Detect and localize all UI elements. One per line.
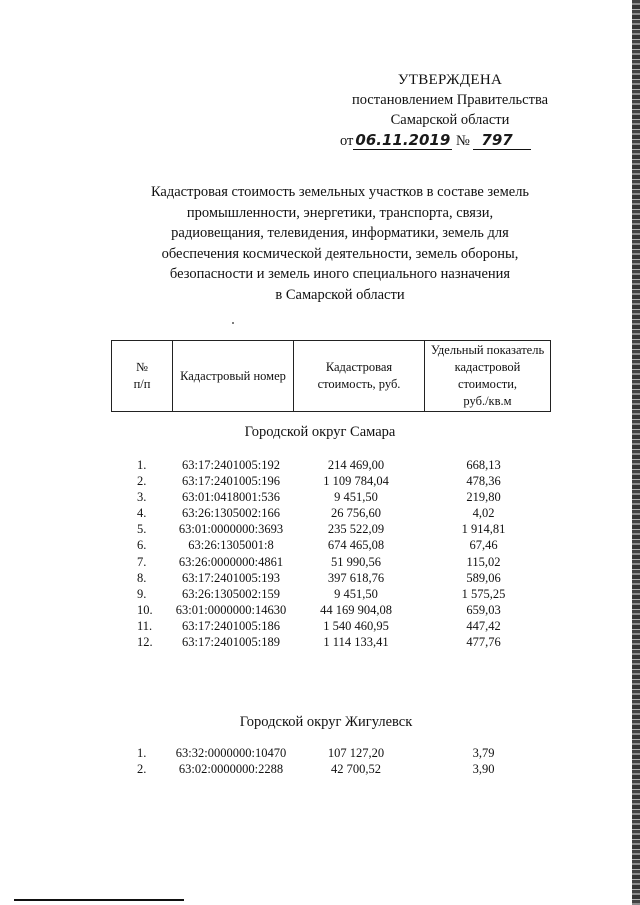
specific-indicator: 659,03	[466, 602, 501, 617]
approval-title: УТВЕРЖДЕНА	[397, 72, 503, 88]
table-row	[111, 586, 546, 602]
cadastral-cost: 107 127,20	[327, 746, 385, 760]
cadastral-number: 63:01:0418001:536	[182, 490, 280, 505]
specific-indicator: 67,46	[469, 538, 498, 553]
section-rows-samara	[111, 457, 546, 650]
cadastral-cost: 214 469,00	[327, 458, 385, 472]
row-number: 10.	[137, 602, 153, 617]
cadastral-number: 63:17:2401005:196	[182, 474, 280, 489]
table-row	[111, 745, 546, 761]
scan-speck	[232, 322, 234, 324]
cadastral-number: 63:26:1305002:166	[182, 506, 280, 521]
heading-line: радиовещания, телевидения, информатики, земель для	[171, 225, 509, 241]
cadastral-cost: 1 109 784,04	[323, 474, 389, 489]
table-row	[111, 457, 546, 473]
specific-indicator: 447,42	[466, 618, 501, 633]
table-row	[111, 537, 546, 553]
cadastral-number: 63:26:1305002:159	[182, 586, 280, 601]
section-title: Городской округ Жигулевск	[239, 714, 413, 730]
approval-date-line	[340, 130, 570, 151]
cadastral-cost: 235 522,09	[327, 522, 385, 537]
cadastral-number: 63:17:2401005:189	[182, 635, 280, 650]
document-heading	[120, 182, 560, 305]
specific-indicator: 478,36	[466, 474, 501, 489]
row-number: 2.	[137, 474, 147, 489]
header-col-cadastral-number: Кадастровый номер	[173, 341, 294, 412]
cadastral-cost: 397 618,76	[327, 570, 385, 585]
handwritten-date: 06.11.2019	[355, 131, 451, 149]
row-number: 6.	[137, 538, 147, 553]
row-number: 2.	[137, 762, 147, 777]
heading-line: в Самарской области	[275, 286, 405, 303]
row-number: 4.	[137, 506, 147, 521]
header-col-cadastral-cost: Кадастровая стоимость, руб.	[294, 341, 425, 412]
heading-line: Кадастровая стоимость земельных участков в составе земель	[150, 184, 530, 200]
cadastral-cost: 674 465,08	[327, 538, 385, 553]
cadastral-cost: 9 451,50	[334, 586, 378, 601]
cadastral-cost: 26 756,60	[331, 506, 381, 521]
cadastral-number: 63:17:2401005:186	[182, 618, 280, 633]
specific-indicator: 115,02	[466, 554, 501, 569]
table-row	[111, 602, 546, 618]
bottom-rule	[14, 899, 184, 901]
section-title: Городской округ Самара	[244, 424, 396, 440]
approval-stamp	[330, 70, 570, 151]
row-number: 1.	[137, 746, 147, 760]
table-row	[111, 505, 546, 521]
specific-indicator: 219,80	[466, 490, 501, 505]
handwritten-number: 797	[473, 131, 530, 150]
table-row	[111, 473, 546, 489]
cadastral-number: 63:01:0000000:14630	[175, 602, 287, 617]
table-row	[111, 489, 546, 505]
row-number: 12.	[137, 635, 153, 650]
row-number: 5.	[137, 522, 147, 537]
header-col-number: № п/п	[112, 341, 173, 412]
approval-line-2: Самарской области	[390, 112, 510, 128]
number-label: №	[455, 133, 470, 149]
specific-indicator: 668,13	[466, 458, 501, 472]
specific-indicator: 1 575,25	[461, 586, 506, 601]
table-header	[111, 340, 551, 412]
specific-indicator: 477,76	[466, 635, 501, 650]
table-row	[111, 618, 546, 634]
heading-line: обеспечения космической деятельности, земель обороны,	[161, 245, 519, 262]
row-number: 1.	[137, 458, 147, 472]
cadastral-number: 63:17:2401005:192	[182, 458, 280, 472]
specific-indicator: 1 914,81	[461, 522, 506, 537]
cadastral-number: 63:26:0000000:4861	[178, 554, 284, 569]
row-number: 9.	[137, 586, 147, 601]
cadastral-cost: 1 540 460,95	[323, 618, 389, 633]
row-number: 11.	[137, 618, 153, 633]
table-row	[111, 521, 546, 537]
scan-edge	[632, 0, 640, 905]
cadastral-cost: 42 700,52	[331, 762, 381, 777]
date-prefix: от	[340, 133, 354, 149]
cadastral-cost: 1 114 133,41	[323, 635, 389, 650]
specific-indicator: 3,79	[472, 746, 495, 760]
row-number: 8.	[137, 570, 147, 585]
row-number: 7.	[137, 554, 147, 569]
section-rows-zhigulevsk	[111, 745, 546, 777]
specific-indicator: 3,90	[472, 762, 495, 777]
cadastral-number: 63:17:2401005:193	[182, 570, 280, 585]
cadastral-number: 63:32:0000000:10470	[175, 746, 287, 760]
heading-line: безопасности и земель иного специального назначения	[169, 266, 511, 282]
table-row	[111, 554, 546, 570]
cadastral-number: 63:02:0000000:2288	[178, 762, 284, 777]
cadastral-cost: 9 451,50	[334, 490, 378, 505]
specific-indicator: 589,06	[466, 570, 501, 585]
specific-indicator: 4,02	[472, 506, 495, 521]
heading-line: промышленности, энергетики, транспорта, связи,	[186, 204, 494, 221]
cadastral-number: 63:26:1305001:8	[188, 538, 274, 553]
table-row	[111, 634, 546, 650]
cadastral-cost: 51 990,56	[331, 554, 381, 569]
table-row	[111, 570, 546, 586]
table-row	[111, 761, 546, 777]
cadastral-cost: 44 169 904,08	[320, 602, 392, 617]
cadastral-number: 63:01:0000000:3693	[178, 522, 284, 537]
header-col-specific-indicator: Удельный показатель кадастровой стоимости, руб./кв.м	[425, 341, 551, 412]
approval-line-1: постановлением Правительства	[351, 92, 549, 108]
row-number: 3.	[137, 490, 147, 505]
